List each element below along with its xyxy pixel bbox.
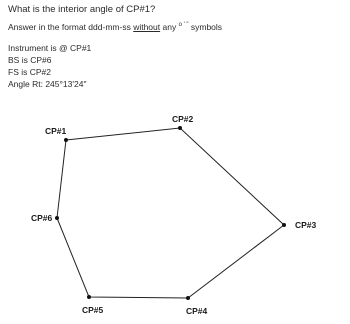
cp4-point: [186, 296, 190, 300]
instrument-line: Instrument is @ CP#1: [8, 43, 92, 53]
format-middle: any: [160, 21, 179, 32]
cp5-label: CP#5: [82, 305, 104, 315]
cp3-point: [282, 223, 286, 227]
format-emphasis: without: [133, 21, 161, 32]
cp1-point: [64, 138, 68, 142]
cp6-point: [55, 216, 59, 220]
format-prefix: Answer in the format ddd-mm-ss: [8, 21, 134, 32]
question-text: What is the interior angle of CP#1?: [8, 4, 156, 15]
cp3-label: CP#3: [295, 220, 317, 230]
format-suffix: symbols: [188, 21, 223, 32]
format-symbols: o ' ": [178, 22, 189, 28]
cp1-label: CP#1: [45, 126, 67, 136]
cp2-label: CP#2: [172, 114, 194, 124]
foresight-line: FS is CP#2: [8, 67, 51, 77]
cp4-label: CP#4: [186, 306, 208, 316]
traverse-polygon: [57, 128, 284, 298]
cp6-label: CP#6: [31, 213, 53, 223]
cp5-point: [87, 295, 91, 299]
angle-line: Angle Rt: 245°13'24": [8, 79, 87, 89]
backsight-line: BS is CP#6: [8, 55, 52, 65]
cp2-point: [178, 126, 182, 130]
